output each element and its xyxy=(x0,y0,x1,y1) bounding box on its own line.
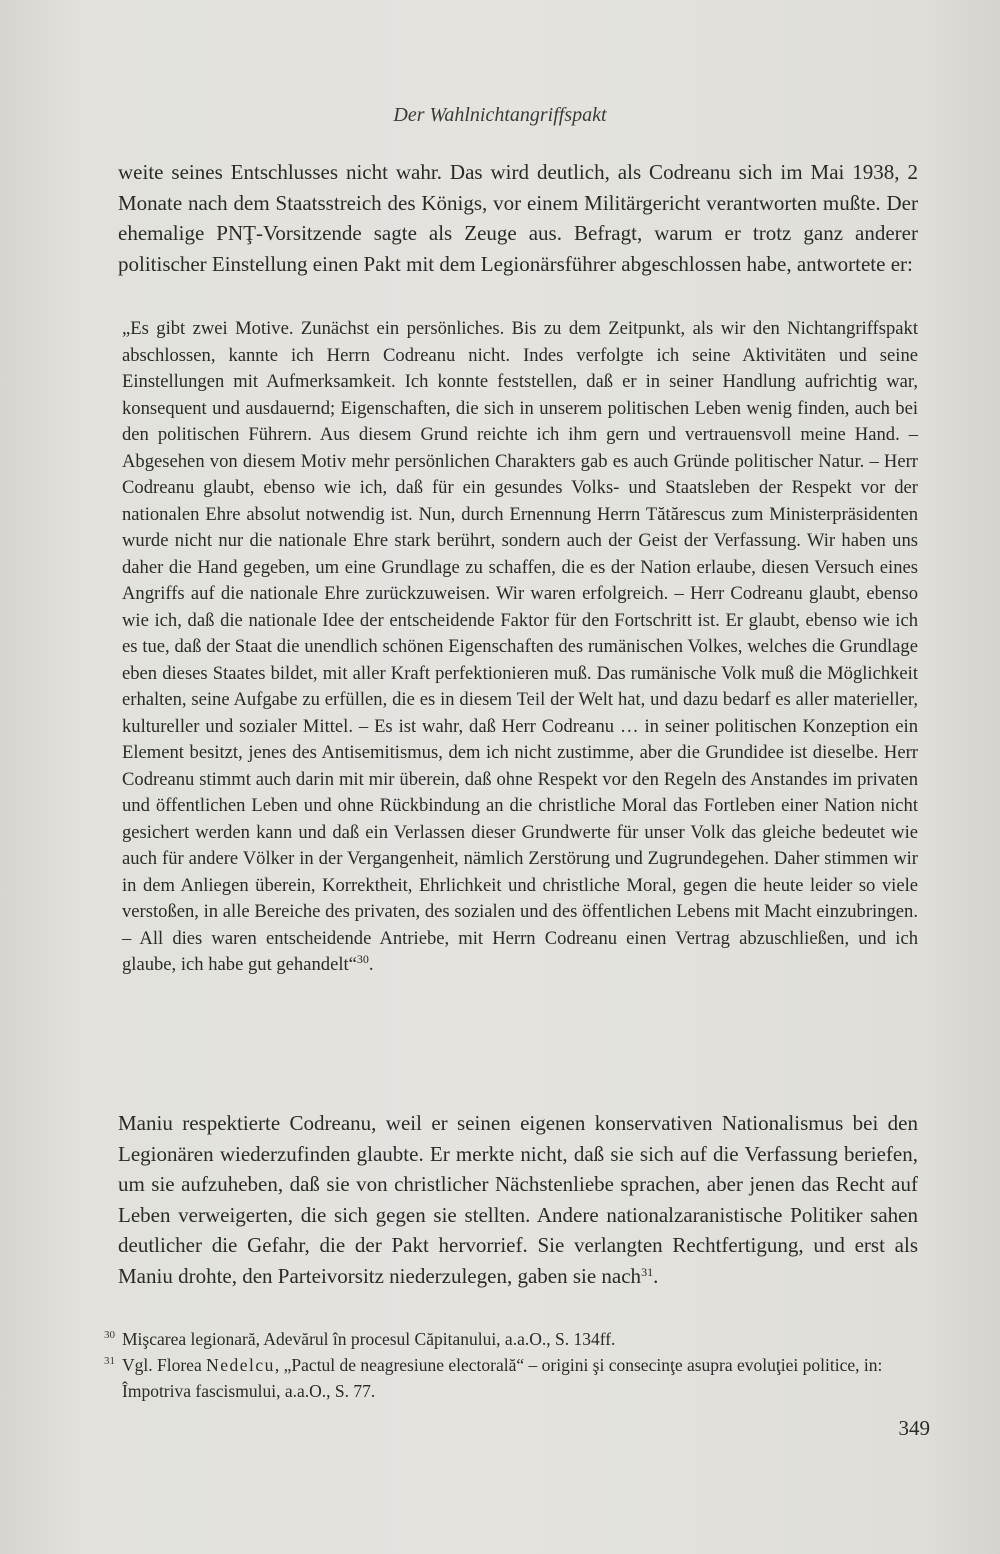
quote-end: . xyxy=(368,954,374,975)
page-number: 349 xyxy=(898,1416,930,1440)
quote-text: „Es gibt zwei Motive. Zunächst ein persönliches. Bis zu dem Zeitpunkt, als wir den Nichtangriffspakt abschlossen, kannte ich Herrn Codreanu nicht. Indes verfolgte ich seine Aktivitäten und seine Einstellungen mit Aufmerksamkeit. Ich konnte feststellen, daß er in seiner Handlung aufrichtig war, konsequent und ausdauernd; Eigenschaften, die sich in unserem politischen Leben wenig finden, auch bei den politischen Führern. Aus diesem Grund reichte ich ihm gern und vertrauensvoll meine Hand. – Abgesehen von diesem Motiv mehr persönlichen Charakters gab es auch Gründe politischer Natur. – Herr Codreanu glaubt, ebenso wie ich, daß für ein gesundes Volks- und Staatsleben der Respekt vor der nationalen Ehre absolut notwendig ist. Nun, durch Ernennung Herrn Tătărescus zum Ministerpräsidenten wurde nicht nur die nationale Ehre stark berührt, sondern auch der Geist der Verfassung. Wir haben uns daher die Hand gegeben, um eine Grundlage zu schaffen, die es der Nation erlaube, diesen Versuch eines Angriffs auf die nationale Ehre zurückzuweisen. Wir waren erfolgreich. – Herr Codreanu glaubt, ebenso wie ich, daß die nationale Idee der entscheidende Faktor für den Fortschritt ist. Er glaubt, ebenso wie ich es tue, daß der Staat die unendlich schönen Eigenschaften des rumänischen Volkes, welches die Grundlage eben dieses Staates bildet, mit aller Kraft perfektionieren muß. Das rumänische Volk muß die Möglichkeit erhalten, seine Aufgabe zu erfüllen, die es in diesem Teil der Welt hat, und dazu bedarf es aller materieller, kultureller und sozialer Mittel. – Es ist wahr, daß Herr Codreanu … in seiner politischen Konzeption ein Element besitzt, jenes des Antisemitismus, dem ich nicht zustimme, aber die Grundidee ist dieselbe. Herr Codreanu stimmt auch darin mit mir überein, daß ohne Respekt vor den Regeln des Anstandes im privaten und öffentlichen Leben und ohne Rückbindung an die christliche Moral das Fortleben einer Nation nicht gesichert werden kann und daß ein Verlassen dieser Grundwerte für unser Volk das gleiche bedeutet wie auch für andere Völker in der Vergangenheit, nämlich Zerstörung und Zugrundegehen. Daher stimmen wir in dem Anliegen überein, Korrektheit, Ehrlichkeit und christliche Moral, gegen die heute leider so viele verstoßen, in alle Bereiche des privaten, des sozialen und des öffentlichen Lebens mit Macht einzubringen. – All dies waren entscheidende Antriebe, mit Herrn Codreanu einen Vertrag abzuschließen, und ich glaube, ich habe gut gehandelt“ xyxy=(122,318,918,975)
body-paragraph-1: weite seines Entschlusses nicht wahr. Das wird deutlich, als Codreanu sich im Mai 1938, 2 Monate nach dem Staatsstreich des Königs, vor einem Militärgericht verantworten mußte. Der ehemalige PNŢ-Vorsitzende sagte als Zeuge aus. Befragt, warum er trotz ganz anderer politischer Einstellung einen Pakt mit dem Legionärsführer abgeschlossen habe, antwortete er: xyxy=(118,160,918,276)
footnote-ref-30: 30 xyxy=(356,952,369,966)
footnote-text xyxy=(122,1352,918,1404)
footnote-30 xyxy=(104,1326,918,1352)
block-quote xyxy=(122,316,918,979)
body-paragraph-2 xyxy=(118,1108,918,1291)
footnote-ref-31: 31 xyxy=(641,1264,654,1279)
footnote-31 xyxy=(104,1352,918,1404)
footnote-suffix: , „Pactul de neagresiune electorală“ – origini şi consecinţe asupra evoluţiei politice, in: Împotriva fascismului, a.a.O., S. 77. xyxy=(122,1355,883,1401)
footnotes xyxy=(104,1326,918,1404)
footnote-number: 31 xyxy=(104,1355,115,1367)
footnote-author: Nedelcu xyxy=(206,1355,275,1375)
paragraph-2-end: . xyxy=(653,1263,659,1288)
running-head: Der Wahlnichtangriffspakt xyxy=(393,104,607,126)
paragraph-2-text: Maniu respektierte Codreanu, weil er seinen eigenen konservativen Nationalismus bei den Legionären wiederzufinden glaubte. Er merkte nicht, daß sie sich auf die Verfassung beriefen, um sie aufzuheben, daß sie von christlicher Nächstenliebe sprachen, aber jenen das Recht auf Leben verweigerten, die sich gegen sie stellten. Andere nationalzaranistische Politiker sahen deutlicher die Gefahr, die der Pakt hervorrief. Sie verlangten Rechtfertigung, und erst als Maniu drohte, den Parteivorsitz niederzulegen, gaben sie nach xyxy=(118,1111,918,1288)
footnote-number: 30 xyxy=(104,1329,115,1341)
footnote-prefix: Vgl. Florea xyxy=(122,1355,207,1375)
footnote-text: Mişcarea legionară, Adevărul în procesul Căpitanului, a.a.O., S. 134ff. xyxy=(122,1329,616,1349)
